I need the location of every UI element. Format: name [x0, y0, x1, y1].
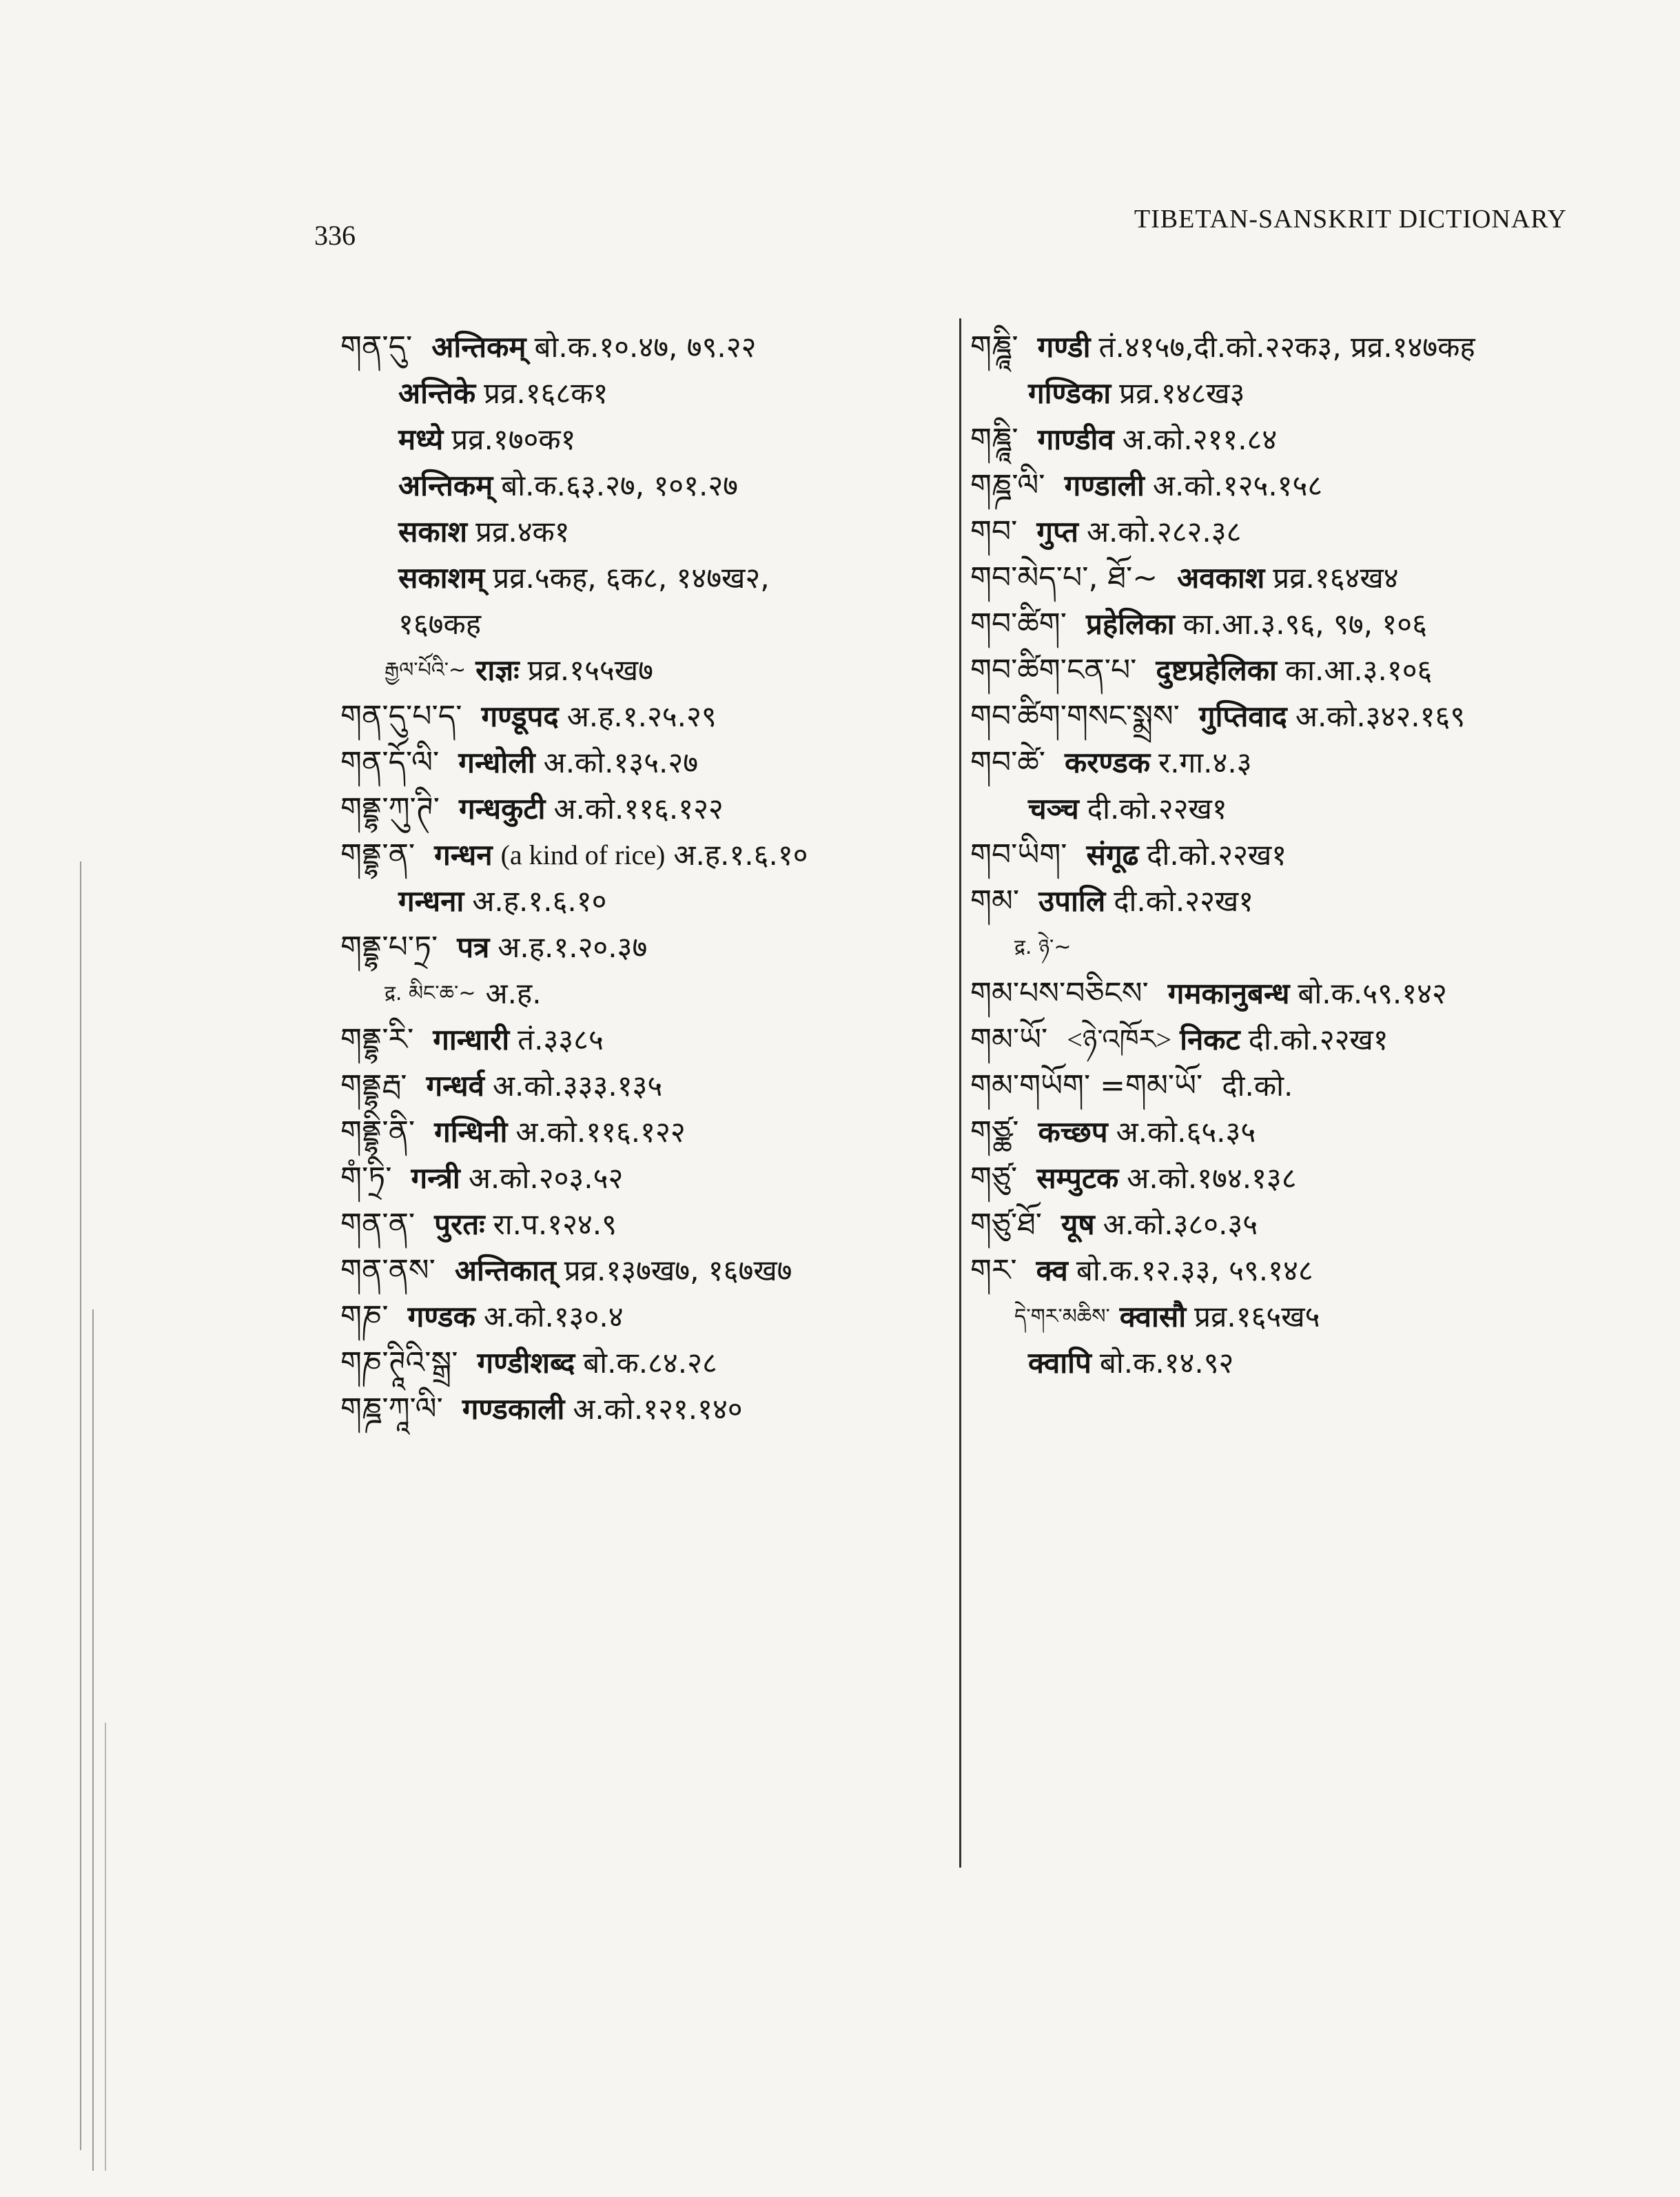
source-reference: अ.को.११६.१२२ [553, 792, 724, 826]
source-reference: अ.को.३३३.१३५ [492, 1069, 663, 1103]
sanskrit-headword: गण्डीशब्द [477, 1346, 575, 1380]
tibetan-term: དེ་གར་མཆིས་ [1014, 1305, 1110, 1329]
entry-row [340, 324, 947, 370]
tibetan-term: གཎྜ་ལི་ [970, 468, 1045, 503]
source-reference: अ.ह.१.६.१० [673, 838, 808, 872]
tibetan-term: གམ་པས་བཅིངས་ [970, 976, 1149, 1011]
page-number: 336 [314, 220, 356, 251]
entry-row [340, 1294, 947, 1340]
sanskrit-headword: करण्डक [1065, 746, 1151, 779]
tibetan-term: གནྡྷ་ན་ [340, 837, 416, 872]
source-reference: प्रव्र.४क१ [475, 515, 570, 549]
tibetan-term: གཎྜཱི་ [970, 422, 1018, 457]
entry-row [340, 370, 947, 416]
entry-row [970, 647, 1590, 693]
left-column [340, 324, 947, 1432]
entry-row [340, 1155, 947, 1201]
entry-row [340, 970, 947, 1016]
sanskrit-headword: गण्डूपद [481, 699, 559, 733]
source-reference: बो.क.१४.९२ [1099, 1346, 1234, 1380]
entry-row [970, 878, 1590, 924]
sanskrit-headword: क्वापि [1028, 1346, 1092, 1380]
entry-row [970, 739, 1590, 786]
sanskrit-headword: पुरतः [434, 1207, 485, 1241]
source-reference: अ.को.२११.८४ [1122, 422, 1278, 456]
source-reference: अ.ह.१.२०.३७ [498, 930, 648, 964]
sanskrit-headword: गन्धर्व [426, 1069, 484, 1103]
sanskrit-headword: राज्ञः [475, 653, 520, 687]
source-reference: का.आ.३.१०६ [1284, 653, 1433, 687]
source-reference: अ.ह.१.२५.२९ [566, 699, 717, 733]
tibetan-term: द्र. མིང་ཆ་~ [385, 981, 476, 1005]
entry-row [340, 647, 947, 693]
column-divider [959, 318, 961, 1868]
entry-row [970, 370, 1590, 416]
tibetan-term: གབ་ཚིག་ངན་པ་ [970, 653, 1137, 688]
scan-artifact-line [92, 1309, 94, 2171]
entry-row [340, 878, 947, 924]
tibetan-term: གནྡྷ་པ་ཏྲ་ [340, 930, 438, 965]
sanskrit-headword: सम्पुटक [1036, 1161, 1119, 1195]
entry-row [970, 1016, 1590, 1063]
sanskrit-headword: गण्डक [407, 1300, 475, 1333]
entry-row [970, 832, 1590, 878]
sanskrit-headword: गन्धिनी [434, 1115, 508, 1149]
entry-row [340, 739, 947, 786]
sanskrit-headword: क्वासौ [1119, 1300, 1187, 1333]
source-reference: प्रव्र.५कह, ६क८, १४७ख२, [493, 561, 770, 595]
tibetan-term: གཙུ་ཐོ་ [970, 1207, 1043, 1242]
source-reference: १६७कह [398, 607, 482, 641]
entry-row [970, 509, 1590, 555]
sanskrit-headword: अन्तिकात् [454, 1254, 556, 1287]
tibetan-term: གམ་ཡོ་ [970, 1022, 1048, 1057]
entry-row [970, 786, 1590, 832]
tibetan-term: གབ་ཡིག་ [970, 837, 1067, 872]
source-reference: अ.को.१२५.१५८ [1152, 469, 1323, 502]
source-reference: दी.को.२२ख१ [1248, 1023, 1389, 1056]
tibetan-term: གནྡྷ་ཀུ་ཊི་ [340, 791, 440, 826]
tibetan-term: གཙུ་ [970, 1161, 1018, 1196]
source-reference: अ.को.१७४.१३८ [1127, 1161, 1297, 1195]
tibetan-term: གནྡྷི་ནི་ [340, 1114, 416, 1149]
entry-row [970, 1340, 1590, 1386]
tibetan-term: द्र. ཉེ་~ [1014, 935, 1072, 959]
entry-row [340, 416, 947, 462]
entry-row [970, 1109, 1590, 1155]
source-reference: अ.को.३८०.३५ [1103, 1207, 1258, 1241]
tibetan-term: གབ་ཚིག་ [970, 606, 1067, 642]
entry-row [970, 693, 1590, 739]
entry-row [340, 1109, 947, 1155]
source-reference: दी.को. [1222, 1069, 1293, 1103]
sanskrit-headword: पत्र [457, 930, 490, 964]
sanskrit-headword: सकाश [398, 515, 468, 549]
entry-row [340, 924, 947, 970]
tibetan-term: གམ་ [970, 883, 1020, 919]
entry-row [340, 1016, 947, 1063]
source-reference: रा.प.१२४.९ [493, 1207, 617, 1241]
source-reference: अ.को.१३०.४ [483, 1300, 624, 1333]
source-reference: प्रव्र.१७०क१ [451, 422, 576, 456]
sanskrit-headword: गण्डाली [1064, 469, 1145, 502]
sanskrit-headword: गन्धन [434, 838, 493, 872]
entry-row [340, 693, 947, 739]
tibetan-term: གཙྪ་ [970, 1114, 1019, 1149]
sanskrit-headword: सकाशम् [398, 561, 485, 595]
source-reference: अ.को.१३५.२७ [543, 746, 699, 779]
source-reference: बो.क.८४.२८ [583, 1346, 717, 1380]
entry-row [340, 462, 947, 509]
source-reference: अ.को.२०३.५२ [468, 1161, 624, 1195]
sanskrit-headword: गमकानुबन्ध [1167, 977, 1290, 1010]
entry-note: (a kind of rice) [500, 839, 666, 870]
sanskrit-headword: गन्धना [398, 884, 464, 918]
entry-row [970, 416, 1590, 462]
sanskrit-headword: यूष [1061, 1207, 1095, 1241]
entry-row [340, 786, 947, 832]
scan-artifact-line [105, 1723, 106, 2171]
tibetan-term: གན་དོ་ལི་ [340, 745, 440, 780]
sanskrit-headword: निकट [1180, 1023, 1240, 1056]
entry-row [970, 1247, 1590, 1294]
sanskrit-headword: गुप्तिवाद [1198, 699, 1287, 733]
scan-artifact-line [80, 861, 81, 2150]
sanskrit-headword: अन्तिके [398, 376, 476, 410]
source-reference: र.गा.४.३ [1158, 746, 1252, 779]
sanskrit-headword: अन्तिकम् [431, 330, 526, 364]
tibetan-term: གན་དུ་ [340, 329, 413, 365]
tibetan-term: གན་དུ་པ་ད་ [340, 699, 462, 734]
sanskrit-headword: गण्डी [1037, 330, 1091, 364]
entry-row [340, 1340, 947, 1386]
tibetan-term: གབ་མེད་པ་, ཐོ་~ [970, 560, 1158, 595]
entry-row [340, 601, 947, 647]
sanskrit-headword: अन्तिकम् [398, 469, 493, 502]
sanskrit-headword: गन्त्री [411, 1161, 460, 1195]
entry-row [970, 1155, 1590, 1201]
entry-row [970, 1063, 1590, 1109]
tibetan-term: གཎྜ་ཀཱ་ལི་ [340, 1391, 443, 1427]
tibetan-term: གན་ནས་ [340, 1253, 436, 1288]
tibetan-term: གཾ་ཏྲི་ [340, 1161, 392, 1196]
entry-row [340, 1386, 947, 1432]
sanskrit-headword: गुप्त [1036, 515, 1078, 549]
source-reference: प्रव्र.१३७ख७, १६७ख७ [564, 1254, 792, 1287]
entry-row [970, 1294, 1590, 1340]
source-reference: बो.क.५९.१४२ [1298, 977, 1447, 1010]
source-reference: प्रव्र.१५५ख७ [527, 653, 653, 687]
tibetan-term: གནྡྷརྦ་ [340, 1068, 407, 1103]
entry-row [970, 1201, 1590, 1247]
source-reference: बो.क.६३.२७, १०१.२७ [501, 469, 738, 502]
sanskrit-headword: उपालि [1038, 884, 1106, 918]
tibetan-term: གན་ན་ [340, 1207, 416, 1242]
sanskrit-headword: प्रहेलिका [1085, 607, 1175, 641]
tibetan-term: གཎ་ [340, 1299, 389, 1334]
sanskrit-headword: दुष्टप्रहेलिका [1156, 653, 1277, 687]
source-reference: अ.को.६५.३५ [1116, 1115, 1256, 1149]
source-reference: अ.ह.१.६.१० [472, 884, 607, 918]
sanskrit-headword: गाण्डीव [1037, 422, 1114, 456]
source-reference: दी.को.२२ख१ [1087, 792, 1227, 826]
entry-row [340, 832, 947, 878]
entry-note: <ཉེ་འཁོར> [1067, 1024, 1172, 1055]
tibetan-term: གཎྜཱི་ [970, 329, 1018, 365]
entry-row [340, 1247, 947, 1294]
entry-row [970, 462, 1590, 509]
tibetan-term: གནྡྷ་རི་ [340, 1022, 414, 1057]
sanskrit-headword: गान्धारी [433, 1023, 510, 1056]
sanskrit-headword: गण्डिका [1028, 376, 1112, 410]
entry-row [970, 970, 1590, 1016]
source-reference: अ.को.३४२.१६९ [1295, 699, 1466, 733]
sanskrit-headword: गन्धोली [458, 746, 535, 779]
source-reference: तं.४१५७,दी.को.२२क३, प्रव्र.१४७कह [1098, 330, 1475, 364]
entry-row [340, 555, 947, 601]
source-reference: अ.को.११६.१२२ [515, 1115, 686, 1149]
entry-row [340, 1201, 947, 1247]
sanskrit-headword: कच्छप [1038, 1115, 1108, 1149]
source-reference: प्रव्र.१६४ख४ [1273, 561, 1399, 595]
source-reference: प्रव्र.१६८क१ [484, 376, 608, 410]
source-reference: दी.को.२२ख१ [1147, 838, 1287, 872]
source-reference: दी.को.२२ख१ [1114, 884, 1254, 918]
sanskrit-headword: मध्ये [398, 422, 444, 456]
sanskrit-headword: क्व [1036, 1254, 1068, 1287]
tibetan-term: གམ་གཡོག་ =གམ་ཡོ་ [970, 1068, 1203, 1103]
sanskrit-headword: संगूढ [1086, 838, 1139, 872]
entry-row [340, 1063, 947, 1109]
entry-row [340, 509, 947, 555]
tibetan-term: གཎ་ཊཱིའི་སྒྲ་ [340, 1345, 458, 1380]
tibetan-term: གབ་ཚེ་ [970, 745, 1045, 780]
source-reference: प्रव्र.१६५ख५ [1194, 1300, 1320, 1333]
source-reference: बो.क.१०.४७, ७९.२२ [534, 330, 757, 364]
entry-row [970, 324, 1590, 370]
tibetan-term: གབ་ཚིག་གསང་སྨྲས་ [970, 699, 1180, 734]
entry-row [970, 924, 1590, 970]
source-reference: अ.को.२८२.३८ [1086, 515, 1242, 549]
sanskrit-headword: चञ्च [1028, 792, 1079, 826]
source-reference: प्रव्र.१४८ख३ [1119, 376, 1245, 410]
running-head: TIBETAN-SANSKRIT DICTIONARY [1134, 205, 1567, 234]
sanskrit-headword: गण्डकाली [462, 1392, 565, 1426]
source-reference: अ.ह. [485, 977, 542, 1010]
entry-row [970, 601, 1590, 647]
source-reference: अ.को.१२१.१४० [573, 1392, 743, 1426]
entry-row [970, 555, 1590, 601]
source-reference: का.आ.३.९६, ९७, १०६ [1182, 607, 1427, 641]
sanskrit-headword: अवकाश [1177, 561, 1265, 595]
right-column [970, 324, 1590, 1386]
sanskrit-headword: गन्धकुटी [459, 792, 546, 826]
tibetan-term: གབ་ [970, 514, 1018, 549]
tibetan-term: རྒྱལ་པོའི་~ [385, 658, 467, 682]
tibetan-term: གར་ [970, 1253, 1017, 1288]
source-reference: बो.क.१२.३३, ५९.१४८ [1076, 1254, 1313, 1287]
source-reference: तं.३३८५ [518, 1023, 604, 1056]
